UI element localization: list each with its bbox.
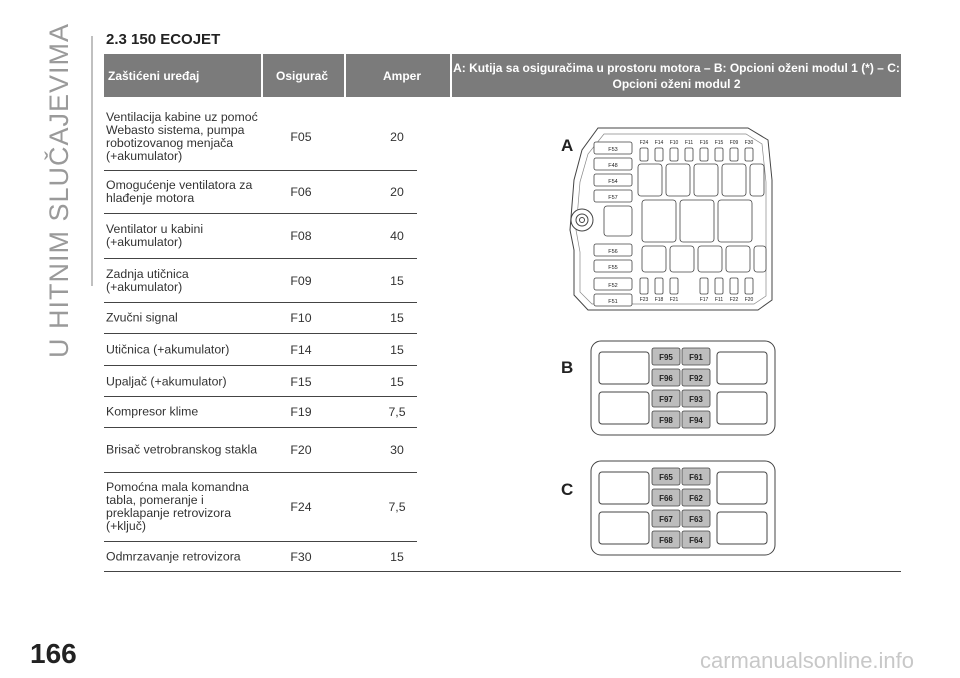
- fuse-label: F48: [608, 163, 618, 169]
- fuse-label: F51: [608, 299, 618, 305]
- fuse-label: F96: [659, 374, 673, 383]
- fuse-slot: [640, 278, 648, 294]
- fuse-module-b-diagram: [590, 340, 776, 436]
- fuse-label: F55: [608, 265, 618, 271]
- fuse-label: F11: [714, 297, 724, 303]
- fuse-slot: [700, 278, 708, 294]
- header-amp: Amper: [382, 68, 421, 83]
- row-fuse: F09: [290, 273, 312, 288]
- row-device: Brisač vetrobranskog stakla: [106, 442, 258, 457]
- watermark: carmanualsonline.info: [700, 648, 915, 673]
- section-title: 2.3 150 ECOJET: [106, 31, 221, 48]
- row-amp: 7,5: [388, 405, 406, 419]
- fuse-label: F24: [639, 140, 649, 146]
- table-row: [106, 335, 417, 364]
- row-divider: [104, 213, 417, 214]
- fuse-label: F56: [608, 249, 618, 255]
- fuse-slot: [730, 148, 738, 161]
- fuse-label: F63: [689, 515, 703, 524]
- fuse-label: F54: [608, 179, 618, 185]
- row-amp: 15: [390, 311, 404, 325]
- row-divider: [104, 427, 417, 428]
- fuse-label: F93: [689, 395, 703, 404]
- row-divider: [104, 258, 417, 259]
- row-fuse: F24: [290, 500, 312, 514]
- table-row: [106, 429, 417, 471]
- row-fuse: F30: [290, 549, 312, 564]
- fuse-label: F23: [639, 297, 649, 303]
- row-amp: 20: [390, 130, 404, 144]
- row-divider: [104, 541, 417, 542]
- fuse-label: F62: [689, 494, 703, 503]
- fuse-slot: [670, 148, 678, 161]
- row-fuse: F15: [290, 374, 312, 389]
- row-fuse: F08: [290, 229, 312, 243]
- diagram-b-label: B: [561, 358, 574, 377]
- table-row: [106, 172, 417, 212]
- page-number: 166: [30, 638, 77, 669]
- header-separator: [344, 54, 346, 97]
- row-fuse: F19: [290, 405, 312, 419]
- row-divider: [104, 333, 417, 334]
- row-fuse: F20: [290, 443, 312, 457]
- fuse-label: F18: [654, 297, 664, 303]
- row-divider: [104, 396, 417, 397]
- fuse-slot: [640, 148, 648, 161]
- fuse-slot: [715, 278, 723, 294]
- fuse-label: F68: [659, 536, 673, 545]
- row-amp: 40: [390, 229, 404, 243]
- fuse-label: F95: [659, 353, 673, 362]
- row-amp: 15: [390, 374, 404, 389]
- table-row: [106, 543, 417, 570]
- table-row: [106, 398, 417, 426]
- row-fuse: F05: [290, 130, 312, 144]
- diagram-a-label: A: [561, 136, 574, 155]
- fuse-label: F14: [654, 140, 664, 146]
- fuse-slot: [670, 278, 678, 294]
- fuse-label: F21: [669, 297, 679, 303]
- fuse-label: F97: [659, 395, 673, 404]
- fuse-label: F66: [659, 494, 673, 503]
- table-header: [104, 54, 901, 97]
- fuse-label: F53: [608, 147, 618, 153]
- row-fuse: F10: [290, 311, 312, 325]
- fuse-label: F92: [689, 374, 703, 383]
- row-device: Odmrzavanje retrovizora: [106, 549, 241, 563]
- table-bottom-rule: [104, 571, 901, 572]
- fuse-slot: [655, 278, 663, 294]
- fuse-label: F11: [684, 140, 694, 146]
- fuse-slot: [715, 148, 723, 161]
- row-divider: [104, 170, 417, 171]
- header-device: Zaštićeni uređaj: [108, 68, 200, 83]
- row-divider: [104, 472, 417, 473]
- row-device: Omogućenje ventilatora za hlađenje motora: [106, 178, 253, 205]
- header-fuse: Osigurač: [275, 68, 329, 83]
- fuse-label: F65: [659, 473, 673, 482]
- table-row: [106, 367, 417, 396]
- fuse-label: F52: [608, 283, 618, 289]
- row-amp: 15: [390, 273, 404, 288]
- table-row: [106, 304, 417, 332]
- row-amp: 7,5: [388, 500, 406, 514]
- row-fuse: F14: [290, 342, 312, 357]
- fuse-label: F61: [689, 473, 703, 482]
- fuse-label: F67: [659, 515, 673, 524]
- fuse-label: F30: [744, 140, 754, 146]
- header-diagram: A: Kutija sa osiguračima u prostoru motora – B: Opcioni oženi modul 1 (*) – C: Opcioni oženi modul 2: [453, 60, 900, 91]
- row-amp: 20: [390, 185, 404, 199]
- fuse-slot: [700, 148, 708, 161]
- table-row: [106, 105, 417, 169]
- fuse-label: F17: [699, 297, 709, 303]
- row-device: Ventilator u kabini (+akumulator): [106, 222, 204, 249]
- fuse-label: F15: [714, 140, 724, 146]
- side-divider: [91, 36, 93, 286]
- fuse-box-a-diagram: [568, 120, 778, 320]
- fuse-slot: [745, 278, 753, 294]
- fuse-label: F64: [689, 536, 703, 545]
- row-device: Utičnica (+akumulator): [106, 342, 230, 356]
- table-row: [106, 474, 417, 540]
- table-row: [106, 260, 417, 301]
- row-divider: [104, 365, 417, 366]
- row-amp: 15: [390, 342, 404, 357]
- header-separator: [261, 54, 263, 97]
- row-device: Upaljač (+akumulator): [106, 374, 227, 388]
- fuse-label: F98: [659, 416, 673, 425]
- fuse-label: F94: [689, 416, 703, 425]
- row-amp: 30: [390, 443, 404, 457]
- side-chapter-title: U HITNIM SLUČAJEVIMA: [44, 22, 75, 358]
- row-device: Ventilacija kabine uz pomoć Webasto sistema, pumpa robotizovanog menjača (+akumulator): [106, 110, 258, 163]
- fuse-module-c-diagram: [590, 460, 776, 556]
- row-device: Zvučni signal: [106, 310, 178, 325]
- fuse-label: F91: [689, 353, 703, 362]
- row-device: Kompresor klime: [106, 404, 199, 419]
- fuse-label: F20: [744, 297, 754, 303]
- table-row: [106, 215, 417, 257]
- row-amp: 15: [390, 549, 404, 564]
- fuse-label: F57: [608, 195, 618, 201]
- fuse-slot: [730, 278, 738, 294]
- row-divider: [104, 302, 417, 303]
- diagram-c-label: C: [561, 480, 574, 499]
- fuse-label: F10: [669, 140, 679, 146]
- fuse-label: F22: [729, 297, 739, 303]
- fuse-slot: [655, 148, 663, 161]
- fuse-label: F16: [699, 140, 709, 146]
- row-fuse: F06: [290, 185, 312, 199]
- fuse-slot: [685, 148, 693, 161]
- fuse-slot: [745, 148, 753, 161]
- row-device: Zadnja utičnica (+akumulator): [106, 266, 189, 294]
- row-device: Pomoćna mala komandna tabla, pomeranje i preklapanje retrovizora (+ključ): [106, 480, 249, 533]
- fuse-label: F09: [729, 140, 739, 146]
